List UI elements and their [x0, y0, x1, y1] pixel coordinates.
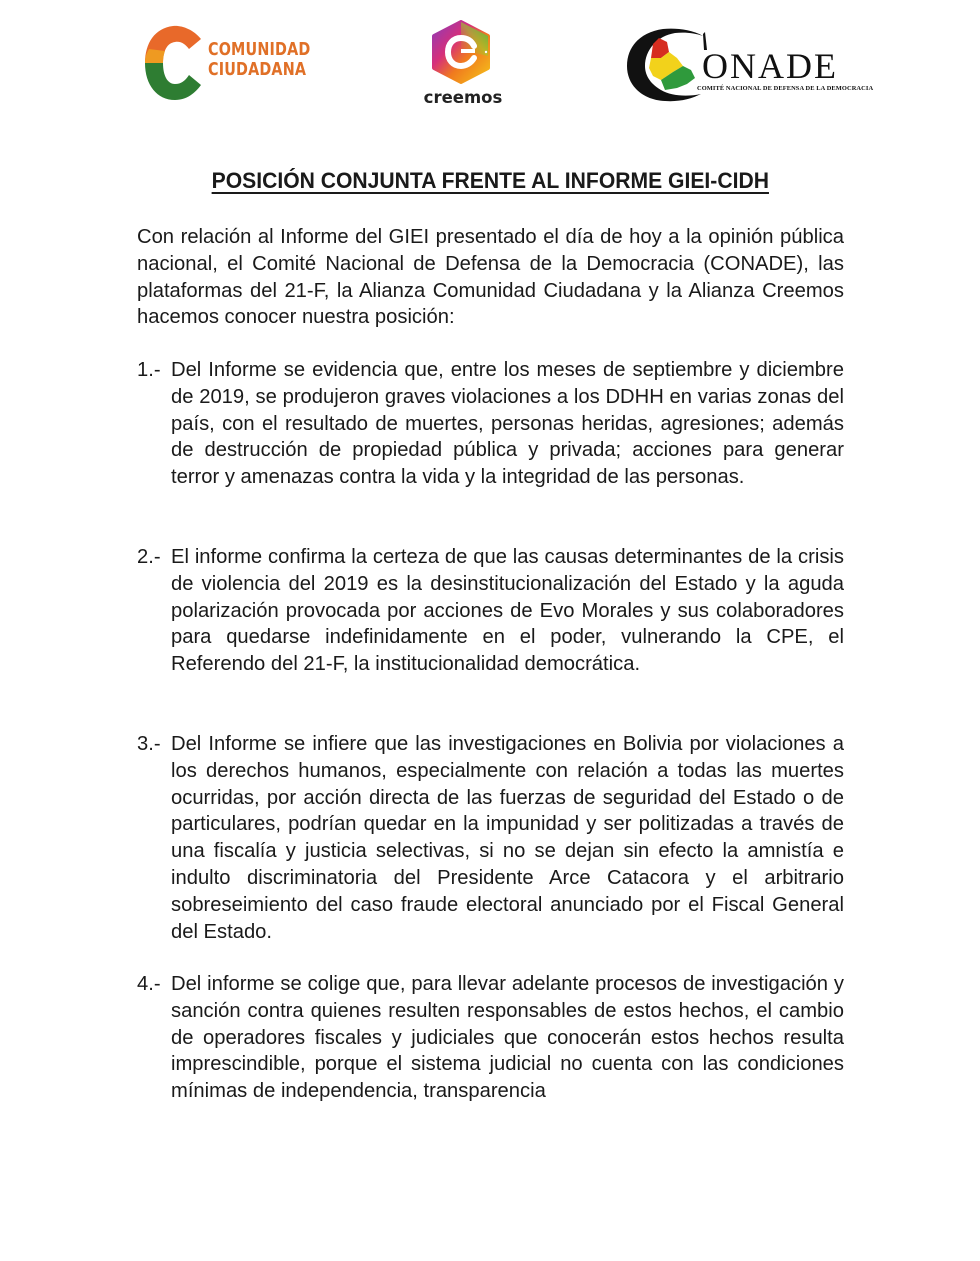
- list-item-number: 3.-: [137, 733, 161, 755]
- creemos-logo: [418, 20, 508, 112]
- list-item: [137, 544, 844, 678]
- list-item: [137, 357, 844, 491]
- list-item-text: Del Informe se infiere que las investigaciones en Bolivia por violaciones a los derechos humanos, especialmente con relación a todas las muertes ocurridas, por acción directa de las fuerzas de seguridad del Estado o de particulares, podrían quedar en la impunidad y ser politizadas a través de una fiscalía y justicia selectivas, si no se dejan sin efecto la amnistía e indulto discriminatoria del Presidente Arce Catacora y el arbitrario sobreseimiento del caso fraude electoral anunciado por el Fiscal General del Estado.: [171, 733, 844, 943]
- document-title: [0, 168, 980, 194]
- comunidad-ciudadana-wordmark: [208, 40, 310, 80]
- list-item-text: Del informe se colige que, para llevar adelante procesos de investigación y sanción contra quienes resulten responsables de estos hechos, el cambio de operadores fiscales y judiciales que conocerán estos hechos resulta imprescindible, porque el sistema judicial no cuenta con las condiciones mínimas de independencia, transparencia: [171, 973, 844, 1103]
- comunidad-ciudadana-logo: [143, 25, 323, 105]
- comunidad-ciudadana-c-icon: [143, 25, 207, 101]
- wordmark-line-2: CIUDADANA: [208, 60, 307, 80]
- list-item: [137, 971, 844, 1105]
- intro-section: [137, 224, 844, 331]
- creemos-hexagon-icon: [430, 20, 492, 84]
- list-item-text: Del Informe se evidencia que, entre los meses de septiembre y diciembre de 2019, se produjeron graves violaciones a los DDHH en varias zonas del país, con el resultado de muertes, personas heridas, agresiones; además de destrucción de propiedad pública y privada; acciones para generar terror y amenazas contra la vida y la integridad de las personas.: [171, 359, 844, 489]
- list-item-text: El informe confirma la certeza de que las causas determinantes de la crisis de violencia del 2019 es la desinstitucionalización del Estado y la aguda polarización provocada por acciones de Evo Morales y sus colaboradores para quedarse indefinidamente en el poder, vulnerando la CPE, el Referendo del 21-F, la institucionalidad democrática.: [171, 546, 844, 676]
- document-title-text: POSICIÓN CONJUNTA FRENTE AL INFORME GIEI-CIDH: [211, 168, 769, 193]
- list-item: [137, 731, 844, 945]
- list-item-number: 4.-: [137, 973, 161, 995]
- intro-paragraph: Con relación al Informe del GIEI presentado el día de hoy a la opinión pública nacional, el Comité Nacional de Defensa de la Democracia (CONADE), las plataformas del 21-F, la Alianza Comunidad Ciudadana y la Alianza Creemos hacemos conocer nuestra posición:: [137, 226, 844, 329]
- conade-wordmark: ONADE: [702, 46, 838, 86]
- creemos-wordmark: creemos: [423, 88, 503, 107]
- conade-logo: [625, 28, 874, 103]
- list-item-number: 1.-: [137, 359, 161, 381]
- list-item-number: 2.-: [137, 546, 161, 568]
- conade-subtitle: COMITÉ NACIONAL DE DEFENSA DE LA DEMOCRACIA: [697, 85, 874, 92]
- wordmark-line-1: COMUNIDAD: [208, 40, 311, 60]
